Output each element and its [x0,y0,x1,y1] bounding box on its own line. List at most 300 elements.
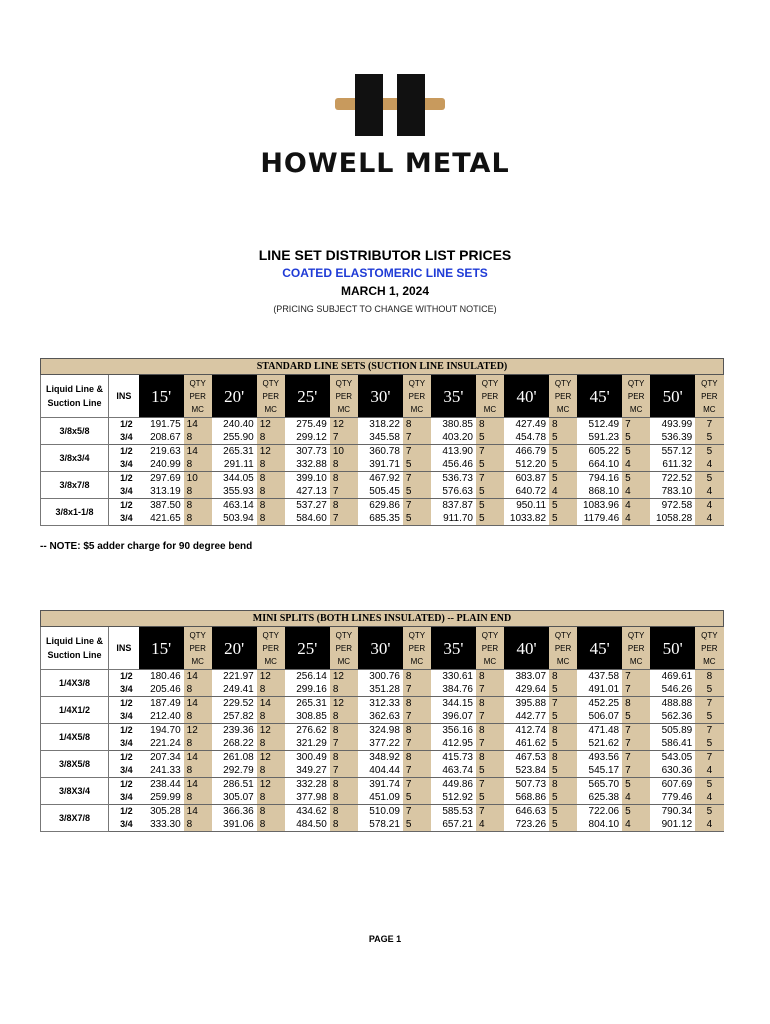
table-row [41,778,724,792]
price-cell: 461.62 [504,737,549,751]
qty-header-word: MC [410,404,424,414]
qty-per-mc-cell: 14 [184,778,212,792]
price-cell: 275.49 [285,418,330,432]
price-cell: 255.90 [212,431,257,445]
table-row [41,724,724,738]
price-cell: 543.05 [650,751,695,765]
company-logo [0,70,770,180]
column-header-length: 35' [431,627,476,670]
price-cell: 297.69 [139,472,184,486]
column-header-qty-per-mc [622,627,650,670]
line-size-name: 1/4X5/8 [41,724,109,751]
price-cell: 463.74 [431,764,476,778]
column-header-qty-per-mc [184,627,212,670]
price-cell: 305.28 [139,805,184,819]
price-cell: 207.34 [139,751,184,765]
qty-per-mc-cell: 7 [622,737,650,751]
price-cell: 467.92 [358,472,403,486]
qty-header-word: PER [189,391,206,401]
qty-per-mc-cell: 8 [330,710,358,724]
qty-per-mc-cell: 8 [257,458,285,472]
qty-per-mc-cell: 7 [403,805,431,819]
qty-per-mc-cell: 4 [695,512,723,526]
qty-per-mc-cell: 8 [330,683,358,697]
price-cell: 557.12 [650,445,695,459]
table-row [41,512,724,526]
price-cell: 493.56 [577,751,622,765]
qty-header-word: MC [191,404,204,414]
price-cell: 291.11 [212,458,257,472]
line-size-name: 3/8x3/4 [41,445,109,472]
qty-per-mc-cell: 7 [622,764,650,778]
price-cell: 333.30 [139,818,184,832]
qty-per-mc-cell: 7 [476,778,504,792]
qty-per-mc-cell: 8 [330,751,358,765]
price-cell: 221.24 [139,737,184,751]
price-cell: 523.84 [504,764,549,778]
column-header-qty-per-mc [257,627,285,670]
column-header-qty-per-mc [330,627,358,670]
table-title: MINI SPLITS (BOTH LINES INSULATED) -- PLAIN END [41,611,724,627]
price-cell: 576.63 [431,485,476,499]
table-row [41,818,724,832]
price-cell: 493.99 [650,418,695,432]
qty-header-word: QTY [189,378,206,388]
qty-per-mc-cell: 5 [549,710,577,724]
price-cell: 503.94 [212,512,257,526]
price-cell: 305.07 [212,791,257,805]
qty-per-mc-cell: 10 [330,445,358,459]
column-header-ins: INS [109,375,139,418]
price-cell: 972.58 [650,499,695,513]
qty-per-mc-cell: 8 [184,791,212,805]
qty-per-mc-cell: 7 [622,418,650,432]
price-cell: 585.53 [431,805,476,819]
insulation-thickness: 3/4 [109,818,139,832]
column-header-line-sizes [41,375,109,418]
price-cell: 362.63 [358,710,403,724]
line-size-name: 3/8X3/4 [41,778,109,805]
price-cell: 546.26 [650,683,695,697]
price-cell: 313.19 [139,485,184,499]
qty-per-mc-cell: 8 [330,458,358,472]
standard-line-sets-table [40,358,724,526]
price-cell: 603.87 [504,472,549,486]
column-header-length: 35' [431,375,476,418]
price-cell: 451.09 [358,791,403,805]
insulation-thickness: 3/4 [109,431,139,445]
column-header-qty-per-mc [476,627,504,670]
qty-per-mc-cell: 8 [257,818,285,832]
price-cell: 412.74 [504,724,549,738]
price-cell: 351.28 [358,683,403,697]
price-cell: 434.62 [285,805,330,819]
qty-per-mc-cell: 5 [695,445,723,459]
price-cell: 421.65 [139,512,184,526]
price-cell: 240.40 [212,418,257,432]
qty-per-mc-cell: 5 [549,472,577,486]
qty-header-word: MC [556,656,570,666]
price-cell: 391.06 [212,818,257,832]
price-cell: 505.89 [650,724,695,738]
column-header-length: 30' [358,375,403,418]
qty-per-mc-cell: 8 [476,751,504,765]
qty-per-mc-cell: 5 [403,458,431,472]
pricing-notice: (PRICING SUBJECT TO CHANGE WITHOUT NOTICE) [273,304,497,314]
price-cell: 625.38 [577,791,622,805]
qty-per-mc-cell: 7 [330,764,358,778]
price-cell: 308.85 [285,710,330,724]
qty-per-mc-cell: 12 [257,445,285,459]
price-cell: 437.58 [577,670,622,684]
qty-per-mc-cell: 7 [476,683,504,697]
price-cell: 229.52 [212,697,257,711]
price-cell: 1033.82 [504,512,549,526]
qty-header-word: PER [189,643,206,653]
qty-per-mc-cell: 4 [695,791,723,805]
price-cell: 911.70 [431,512,476,526]
qty-per-mc-cell: 7 [403,431,431,445]
qty-per-mc-cell: 4 [549,485,577,499]
qty-per-mc-cell: 8 [330,791,358,805]
price-cell: 356.16 [431,724,476,738]
qty-per-mc-cell: 8 [330,805,358,819]
qty-per-mc-cell: 7 [330,485,358,499]
price-cell: 456.46 [431,458,476,472]
price-cell: 586.41 [650,737,695,751]
qty-per-mc-cell: 12 [184,724,212,738]
price-cell: 537.27 [285,499,330,513]
price-cell: 366.36 [212,805,257,819]
qty-per-mc-cell: 10 [184,472,212,486]
price-cell: 238.44 [139,778,184,792]
price-cell: 345.58 [358,431,403,445]
qty-header-word: PER [335,391,353,401]
qty-per-mc-cell: 7 [695,751,723,765]
qty-per-mc-cell: 5 [549,458,577,472]
qty-per-mc-cell: 8 [403,724,431,738]
price-cell: 507.73 [504,778,549,792]
price-cell: 584.60 [285,512,330,526]
price-cell: 950.11 [504,499,549,513]
price-cell: 664.10 [577,458,622,472]
qty-per-mc-cell: 5 [476,485,504,499]
qty-header-word: QTY [701,630,718,640]
table-row [41,805,724,819]
price-cell: 449.86 [431,778,476,792]
column-header-length: 15' [139,627,184,670]
qty-per-mc-cell: 5 [549,683,577,697]
qty-per-mc-cell: 4 [695,818,723,832]
price-cell: 355.93 [212,485,257,499]
qty-per-mc-cell: 5 [695,778,723,792]
qty-per-mc-cell: 5 [695,805,723,819]
header-liquid-label: Liquid Line & [46,636,104,646]
header-suction-label: Suction Line [47,398,102,408]
price-cell: 249.41 [212,683,257,697]
price-cell: 804.10 [577,818,622,832]
price-cell: 471.48 [577,724,622,738]
qty-per-mc-cell: 7 [549,697,577,711]
column-header-length: 20' [212,627,257,670]
price-cell: 413.90 [431,445,476,459]
qty-per-mc-cell: 8 [184,431,212,445]
qty-per-mc-cell: 5 [549,512,577,526]
qty-header-word: QTY [335,630,353,640]
line-size-name: 1/4X3/8 [41,670,109,697]
qty-per-mc-cell: 12 [330,670,358,684]
header-liquid-label: Liquid Line & [46,384,104,394]
price-cell: 292.79 [212,764,257,778]
price-cell: 545.17 [577,764,622,778]
qty-per-mc-cell: 5 [695,737,723,751]
price-cell: 257.82 [212,710,257,724]
qty-header-word: QTY [262,630,279,640]
qty-header-word: MC [337,404,351,414]
insulation-thickness: 1/2 [109,697,139,711]
column-header-qty-per-mc [257,375,285,418]
qty-header-word: PER [481,643,499,653]
header-suction-label: Suction Line [47,650,102,660]
qty-per-mc-cell: 12 [257,418,285,432]
qty-per-mc-cell: 8 [184,512,212,526]
qty-per-mc-cell: 5 [622,710,650,724]
price-cell: 722.52 [650,472,695,486]
insulation-thickness: 1/2 [109,670,139,684]
price-cell: 463.14 [212,499,257,513]
qty-per-mc-cell: 8 [549,418,577,432]
price-cell: 240.99 [139,458,184,472]
qty-per-mc-cell: 8 [476,697,504,711]
price-cell: 324.98 [358,724,403,738]
price-cell: 488.88 [650,697,695,711]
price-cell: 377.22 [358,737,403,751]
qty-per-mc-cell: 7 [403,710,431,724]
qty-header-word: QTY [627,378,645,388]
insulation-thickness: 1/2 [109,805,139,819]
qty-per-mc-cell: 7 [622,724,650,738]
qty-header-word: MC [337,656,351,666]
qty-header-word: MC [629,404,643,414]
price-cell: 194.70 [139,724,184,738]
qty-per-mc-cell: 5 [549,818,577,832]
column-header-qty-per-mc [476,375,504,418]
qty-per-mc-cell: 7 [403,737,431,751]
qty-per-mc-cell: 7 [403,683,431,697]
price-cell: 384.76 [431,683,476,697]
price-cell: 299.16 [285,683,330,697]
qty-per-mc-cell: 12 [330,418,358,432]
table-row [41,431,724,445]
price-cell: 901.12 [650,818,695,832]
qty-per-mc-cell: 5 [695,431,723,445]
column-header-qty-per-mc [695,627,723,670]
price-cell: 685.35 [358,512,403,526]
price-cell: 536.39 [650,431,695,445]
price-cell: 591.23 [577,431,622,445]
qty-per-mc-cell: 5 [476,791,504,805]
table-row [41,683,724,697]
qty-per-mc-cell: 5 [622,445,650,459]
qty-per-mc-cell: 7 [695,697,723,711]
qty-per-mc-cell: 7 [695,418,723,432]
price-cell: 312.33 [358,697,403,711]
qty-per-mc-cell: 4 [695,764,723,778]
qty-header-word: PER [701,391,718,401]
qty-per-mc-cell: 5 [622,431,650,445]
qty-header-word: MC [703,656,716,666]
insulation-thickness: 3/4 [109,710,139,724]
qty-per-mc-cell: 8 [184,710,212,724]
qty-header-word: MC [483,656,497,666]
column-header-qty-per-mc [622,375,650,418]
page-title: LINE SET DISTRIBUTOR LIST PRICES [258,247,512,263]
qty-header-word: QTY [701,378,718,388]
insulation-thickness: 1/2 [109,418,139,432]
price-cell: 783.10 [650,485,695,499]
price-cell: 241.33 [139,764,184,778]
column-header-length: 30' [358,627,403,670]
qty-per-mc-cell: 8 [330,778,358,792]
price-cell: 412.95 [431,737,476,751]
price-cell: 349.27 [285,764,330,778]
price-cell: 399.10 [285,472,330,486]
qty-per-mc-cell: 8 [257,431,285,445]
insulation-thickness: 1/2 [109,778,139,792]
qty-per-mc-cell: 8 [257,737,285,751]
price-cell: 330.61 [431,670,476,684]
qty-per-mc-cell: 8 [184,485,212,499]
price-cell: 396.07 [431,710,476,724]
qty-header-word: QTY [554,630,572,640]
column-header-qty-per-mc [695,375,723,418]
qty-per-mc-cell: 8 [257,499,285,513]
qty-per-mc-cell: 8 [330,472,358,486]
qty-per-mc-cell: 8 [184,499,212,513]
qty-header-word: QTY [408,630,426,640]
qty-header-word: PER [408,643,426,653]
column-header-length: 25' [285,627,330,670]
price-cell: 300.76 [358,670,403,684]
price-cell: 299.12 [285,431,330,445]
price-cell: 646.63 [504,805,549,819]
price-date: MARCH 1, 2024 [340,284,430,298]
qty-header-word: PER [408,391,426,401]
qty-per-mc-cell: 8 [330,724,358,738]
price-cell: 239.36 [212,724,257,738]
qty-per-mc-cell: 14 [184,805,212,819]
table-title: STANDARD LINE SETS (SUCTION LINE INSULATED) [41,359,724,375]
column-header-length: 50' [650,627,695,670]
insulation-thickness: 1/2 [109,751,139,765]
price-cell: 454.78 [504,431,549,445]
price-cell: 395.88 [504,697,549,711]
qty-per-mc-cell: 5 [549,764,577,778]
line-size-name: 3/8x7/8 [41,472,109,499]
price-cell: 505.45 [358,485,403,499]
qty-per-mc-cell: 14 [184,670,212,684]
price-cell: 265.31 [212,445,257,459]
qty-header-word: PER [554,391,572,401]
qty-per-mc-cell: 14 [184,697,212,711]
column-header-length: 40' [504,375,549,418]
column-header-qty-per-mc [403,375,431,418]
qty-per-mc-cell: 7 [403,472,431,486]
price-cell: 307.73 [285,445,330,459]
insulation-thickness: 3/4 [109,485,139,499]
qty-header-word: QTY [408,378,426,388]
qty-header-word: PER [701,643,718,653]
qty-per-mc-cell: 5 [622,472,650,486]
table-row [41,418,724,432]
line-size-name: 3/8x1-1/8 [41,499,109,526]
qty-per-mc-cell: 8 [257,683,285,697]
price-cell: 562.36 [650,710,695,724]
column-header-ins: INS [109,627,139,670]
price-cell: 837.87 [431,499,476,513]
price-cell: 212.40 [139,710,184,724]
price-cell: 512.20 [504,458,549,472]
price-cell: 1058.28 [650,512,695,526]
insulation-thickness: 1/2 [109,472,139,486]
qty-per-mc-cell: 4 [622,499,650,513]
price-cell: 427.13 [285,485,330,499]
line-size-name: 3/8X5/8 [41,751,109,778]
price-cell: 506.07 [577,710,622,724]
qty-header-word: PER [554,643,572,653]
standard-price-table [40,358,724,526]
line-size-name: 3/8x5/8 [41,418,109,445]
price-cell: 1179.46 [577,512,622,526]
qty-header-word: MC [629,656,643,666]
qty-per-mc-cell: 12 [257,670,285,684]
price-cell: 469.61 [650,670,695,684]
qty-per-mc-cell: 5 [549,737,577,751]
qty-per-mc-cell: 5 [695,683,723,697]
column-header-qty-per-mc [330,375,358,418]
column-header-line-sizes [41,627,109,670]
column-header-length: 50' [650,375,695,418]
table-row [41,737,724,751]
price-cell: 344.15 [431,697,476,711]
table-row [41,697,724,711]
qty-per-mc-cell: 8 [257,710,285,724]
qty-per-mc-cell: 7 [330,431,358,445]
qty-header-word: MC [556,404,570,414]
price-cell: 415.73 [431,751,476,765]
price-cell: 794.16 [577,472,622,486]
qty-per-mc-cell: 5 [622,778,650,792]
qty-per-mc-cell: 8 [184,818,212,832]
qty-per-mc-cell: 7 [476,737,504,751]
price-cell: 187.49 [139,697,184,711]
price-cell: 256.14 [285,670,330,684]
qty-per-mc-cell: 14 [184,418,212,432]
qty-per-mc-cell: 8 [184,683,212,697]
qty-per-mc-cell: 7 [476,805,504,819]
qty-header-word: QTY [554,378,572,388]
qty-header-word: PER [262,643,279,653]
price-cell: 578.21 [358,818,403,832]
qty-per-mc-cell: 4 [622,791,650,805]
price-cell: 868.10 [577,485,622,499]
qty-per-mc-cell: 8 [403,418,431,432]
price-cell: 221.97 [212,670,257,684]
qty-per-mc-cell: 5 [622,805,650,819]
qty-per-mc-cell: 14 [184,445,212,459]
qty-per-mc-cell: 4 [622,485,650,499]
qty-per-mc-cell: 7 [330,512,358,526]
